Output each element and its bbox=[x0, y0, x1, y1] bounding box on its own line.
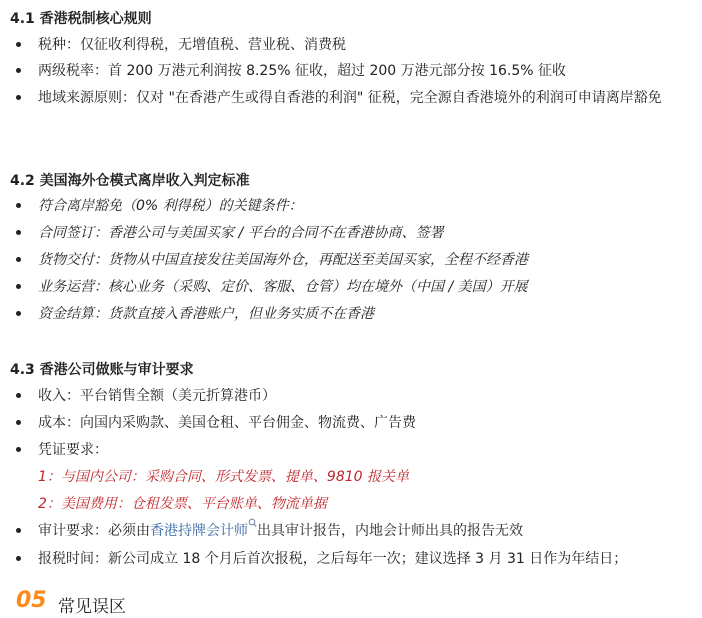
list-item bbox=[38, 32, 688, 58]
list-item-text: 两级税率：首 200 万港元利润按 8.25% 征收，超过 200 万港元部分按 16.5% 征收 bbox=[38, 63, 566, 79]
list-item-text: 货物交付：货物从中国直接发往美国海外仓，再配送至美国买家，全程不经香港 bbox=[38, 252, 528, 268]
list-item bbox=[38, 58, 688, 84]
bullet-icon bbox=[16, 42, 21, 47]
bullet-icon bbox=[16, 311, 21, 316]
voucher-sub-item-2: 2：美国费用：仓租发票、平台账单、物流单据 bbox=[38, 496, 327, 512]
list-item-text: 地域来源原则：仅对 "在香港产生或得自香港的利润" 征税，完全源自香港境外的利润可申请离岸豁免 bbox=[38, 90, 662, 106]
list-item-text: 业务运营：核心业务（采购、定价、客服、仓管）均在境外（中国 / 美国）开展 bbox=[38, 279, 528, 295]
list-item bbox=[38, 546, 688, 572]
bullet-icon bbox=[16, 95, 21, 100]
section-heading-4-2: 4.2 美国海外仓模式离岸收入判定标准 bbox=[10, 173, 250, 189]
bullet-icon bbox=[16, 284, 21, 289]
bullet-icon bbox=[16, 556, 21, 561]
bullet-icon bbox=[16, 420, 21, 425]
section-title: 常见误区 bbox=[58, 597, 126, 617]
audit-suffix-text: 出具审计报告，内地会计师出具的报告无效 bbox=[257, 523, 523, 539]
list-item-text: 符合离岸豁免（0% 利得税）的关键条件： bbox=[38, 198, 303, 214]
bullet-icon bbox=[16, 203, 21, 208]
bullet-icon bbox=[16, 230, 21, 235]
bullet-icon bbox=[16, 393, 21, 398]
section-number: 05 bbox=[16, 588, 47, 613]
bullet-icon bbox=[16, 257, 21, 262]
list-item-text: 合同签订：香港公司与美国买家 / 平台的合同不在香港协商、签署 bbox=[38, 225, 444, 241]
list-item bbox=[38, 518, 688, 544]
list-item bbox=[38, 410, 688, 436]
bullet-icon bbox=[16, 68, 21, 73]
list-item-text: 资金结算：货款直接入香港账户，但业务实质不在香港 bbox=[38, 306, 374, 322]
list-item bbox=[38, 193, 688, 219]
bullet-icon bbox=[16, 528, 21, 533]
list-item-text: 税种：仅征收利得税，无增值税、营业税、消费税 bbox=[38, 37, 346, 53]
section-heading-4-3: 4.3 香港公司做账与审计要求 bbox=[10, 362, 194, 378]
search-icon[interactable] bbox=[248, 518, 257, 530]
list-item bbox=[38, 383, 688, 409]
list-item bbox=[38, 85, 678, 111]
list-item bbox=[38, 247, 688, 273]
list-item-text: 成本：向国内采购款、美国仓租、平台佣金、物流费、广告费 bbox=[38, 415, 416, 431]
audit-prefix-text: 审计要求：必须由 bbox=[38, 523, 150, 539]
list-item bbox=[38, 437, 688, 463]
next-section-heading bbox=[8, 588, 208, 618]
list-item-text: 凭证要求： bbox=[38, 442, 108, 458]
section-heading-4-1: 4.1 香港税制核心规则 bbox=[10, 11, 152, 27]
list-item bbox=[38, 301, 688, 327]
list-item-text: 报税时间：新公司成立 18 个月后首次报税，之后每年一次；建议选择 3 月 31 日作为年结日； bbox=[38, 551, 628, 567]
list-item bbox=[38, 274, 688, 300]
accountant-link[interactable]: 香港持牌会计师 bbox=[150, 523, 248, 539]
bullet-icon bbox=[16, 447, 21, 452]
voucher-sub-item-1: 1：与国内公司：采购合同、形式发票、提单、9810 报关单 bbox=[38, 469, 409, 485]
list-item bbox=[38, 220, 688, 246]
list-item-text: 收入：平台销售全额（美元折算港币） bbox=[38, 388, 276, 404]
